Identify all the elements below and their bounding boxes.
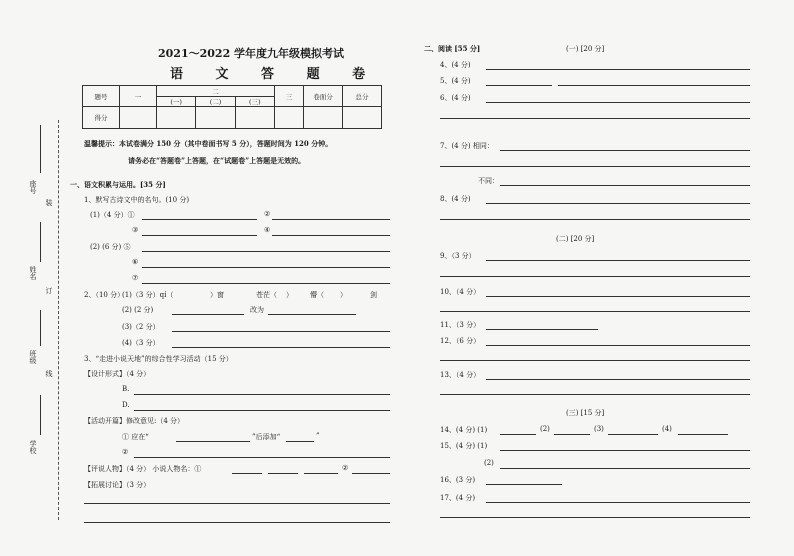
answer-line[interactable] (678, 434, 728, 435)
option-b-label: B. (122, 385, 130, 393)
class-line (40, 310, 41, 346)
q2-1-c: ） (286, 291, 293, 299)
answer-line[interactable] (500, 450, 750, 451)
q7-diff-label: 不同： (478, 177, 499, 185)
answer-line[interactable] (440, 118, 750, 119)
q2-2-label: (2) (2 分) (122, 306, 154, 314)
q13-label: 13、（4 分） (440, 371, 481, 379)
school-line (40, 395, 41, 435)
answer-line[interactable] (440, 360, 750, 361)
q2-4-label: (4)（3 分） (122, 339, 160, 347)
answer-line[interactable] (486, 260, 750, 261)
answer-line[interactable] (304, 473, 338, 474)
ding-mark: 订 (45, 287, 53, 294)
answer-line[interactable] (440, 311, 750, 312)
q14-3-label: (3) (594, 425, 604, 433)
score-table (82, 85, 382, 129)
note-line-1: 温馨提示：本试卷满分 150 分（其中卷面书写 5 分），答题时间为 120 分钟。 (84, 139, 333, 148)
review-2-label: ② (342, 464, 349, 472)
xian-mark: 线 (45, 370, 53, 377)
answer-line[interactable] (486, 203, 750, 204)
answer-line[interactable] (286, 441, 314, 442)
score-col-1: 一 (120, 86, 157, 107)
q2-1-f: 剑 (370, 291, 377, 299)
blank-3-label: ③ (132, 226, 139, 234)
answer-line[interactable] (84, 522, 390, 523)
design-label: 【设计形式】（4 分） (84, 370, 151, 378)
q2-label: 2、（10 分） (84, 291, 125, 299)
answer-line[interactable] (500, 185, 750, 186)
answer-line[interactable] (608, 434, 658, 435)
section-2-title: (二) [20 分] (556, 235, 595, 243)
q2-1-e: ） (340, 291, 347, 299)
class-label: 班级 (29, 350, 37, 364)
answer-line[interactable] (84, 503, 390, 504)
answer-line[interactable] (142, 267, 390, 268)
answer-line[interactable] (440, 166, 750, 167)
answer-line[interactable] (558, 85, 750, 86)
q5-label: 5、(4 分) (440, 77, 471, 85)
open-label: 【活动开篇】修改意见:（4 分） (84, 417, 185, 425)
score-col-handwriting: 卷面分 (304, 86, 343, 107)
name-line (40, 222, 41, 262)
blank-6-label: ⑥ (132, 258, 139, 266)
answer-line[interactable] (352, 473, 390, 474)
blank-7-label: ⑦ (132, 274, 139, 282)
q2-2-change: 改为 (250, 306, 264, 314)
answer-line[interactable] (142, 283, 390, 284)
q1-label: 1、默写古诗文中的名句。(10 分) (84, 196, 190, 204)
answer-line[interactable] (486, 85, 552, 86)
score-cell[interactable] (120, 107, 157, 129)
answer-line[interactable] (172, 314, 244, 315)
q14-label: 14、(4 分) (1) (440, 426, 488, 434)
open-1-b: ”后添加“ (252, 433, 281, 441)
q1-2-label: (2) (6 分) ⑤ (90, 243, 131, 251)
score-cell[interactable] (196, 107, 235, 129)
q3-label: 3、“走进小说天地”的综合性学习活动（15 分） (84, 355, 233, 363)
score-col-3: 三 (275, 86, 304, 107)
q15-label: 15、(4 分) (1) (440, 442, 488, 450)
answer-line[interactable] (172, 331, 390, 332)
name-label: 姓名 (29, 266, 37, 280)
answer-line[interactable] (142, 235, 257, 236)
answer-line[interactable] (554, 434, 590, 435)
seat-line (40, 125, 41, 173)
answer-line[interactable] (440, 394, 750, 395)
answer-line[interactable] (486, 379, 750, 380)
answer-line[interactable] (440, 219, 750, 220)
q8-label: 8、(4 分) (440, 195, 471, 203)
q2-1-a: ）窗 (210, 291, 224, 299)
q16-label: 16、(3 分) (440, 476, 476, 484)
answer-line[interactable] (142, 219, 257, 220)
score-cell[interactable] (275, 107, 304, 129)
score-sub-1: (一) (157, 97, 196, 107)
answer-line[interactable] (500, 468, 750, 469)
section-3-title: (三) [15 分] (566, 409, 605, 417)
q11-label: 11、（3 分） (440, 321, 481, 329)
answer-line[interactable] (172, 347, 390, 348)
q1-1-label: (1)（4 分）① (90, 211, 135, 219)
answer-line[interactable] (486, 502, 750, 503)
answer-line[interactable] (142, 251, 390, 252)
blank-4-label: ④ (264, 226, 271, 234)
score-sub-2: (二) (196, 97, 235, 107)
answer-line[interactable] (268, 473, 298, 474)
open-1-a: ① 应在“ (122, 433, 149, 441)
binding-dashed-line (58, 120, 59, 520)
q14-2-label: (2) (540, 425, 550, 433)
discuss-label: 【拓展讨论】（3 分） (84, 481, 151, 489)
review-label: 【评说人物】（4 分） 小说人物名：① (84, 465, 202, 473)
score-col-2: 二 (157, 86, 275, 97)
q12-label: 12、（6 分） (440, 337, 481, 345)
q15-2-label: (2) (484, 459, 494, 467)
answer-line[interactable] (272, 235, 390, 236)
answer-line[interactable] (486, 329, 598, 330)
answer-line[interactable] (500, 434, 536, 435)
answer-line[interactable] (176, 441, 250, 442)
score-sub-3: (三) (235, 97, 274, 107)
school-label: 学校 (29, 440, 37, 454)
q6-label: 6、(4 分) (440, 94, 471, 102)
q4-label: 4、(4 分) (440, 61, 471, 69)
part2-title: 二、阅读 [55 分] (424, 44, 481, 53)
answer-line[interactable] (134, 410, 390, 411)
blank-2-label: ② (264, 210, 271, 218)
score-cell[interactable] (235, 107, 274, 129)
answer-line[interactable] (440, 276, 750, 277)
answer-line[interactable] (486, 484, 562, 485)
answer-line[interactable] (134, 457, 390, 458)
q17-label: 17、(4 分) (440, 494, 476, 502)
answer-line[interactable] (486, 69, 750, 70)
zhuang-mark: 装 (45, 199, 53, 206)
q9-label: 9、（3 分） (440, 252, 476, 260)
answer-line[interactable] (486, 296, 750, 297)
answer-line[interactable] (232, 473, 262, 474)
note-line-2: 请务必在“答题卷”上答题，在“试题卷”上答题是无效的。 (128, 156, 306, 165)
score-cell[interactable] (343, 107, 382, 129)
q2-1-d: 懵（ (310, 291, 324, 299)
q2-1-label: (1)（3 分）qí（ (122, 291, 174, 299)
answer-line[interactable] (268, 314, 356, 315)
score-cell[interactable] (304, 107, 343, 129)
q2-3-label: (3)（2 分） (122, 323, 160, 331)
part1-title: 一、语文积累与运用。[35 分] (70, 180, 166, 189)
open-2-label: ② (122, 448, 129, 456)
section-1-title: (一) [20 分] (566, 45, 605, 53)
score-col-total: 总分 (343, 86, 382, 107)
q14-4-label: (4) (662, 425, 672, 433)
seat-label: 座号 (29, 180, 37, 194)
answer-line[interactable] (440, 517, 750, 518)
sheet-title: 语 文 答 题 卷 (170, 67, 380, 82)
q2-1-b: 苍茫（ (256, 291, 277, 299)
answer-line[interactable] (272, 219, 390, 220)
answer-line[interactable] (486, 102, 750, 103)
exam-title: 2021～2022 学年度九年级模拟考试 (158, 47, 345, 60)
q7-label: 7、(4 分) 相同： (440, 142, 494, 150)
answer-line[interactable] (134, 394, 390, 395)
option-d-label: D. (122, 401, 130, 409)
score-col-label: 题号 (83, 86, 120, 107)
score-cell[interactable] (157, 107, 196, 129)
answer-line[interactable] (500, 150, 750, 151)
score-row-label: 得分 (83, 107, 120, 129)
open-1-c: ” (316, 432, 320, 440)
q10-label: 10、（4 分） (440, 288, 481, 296)
answer-line[interactable] (486, 345, 750, 346)
